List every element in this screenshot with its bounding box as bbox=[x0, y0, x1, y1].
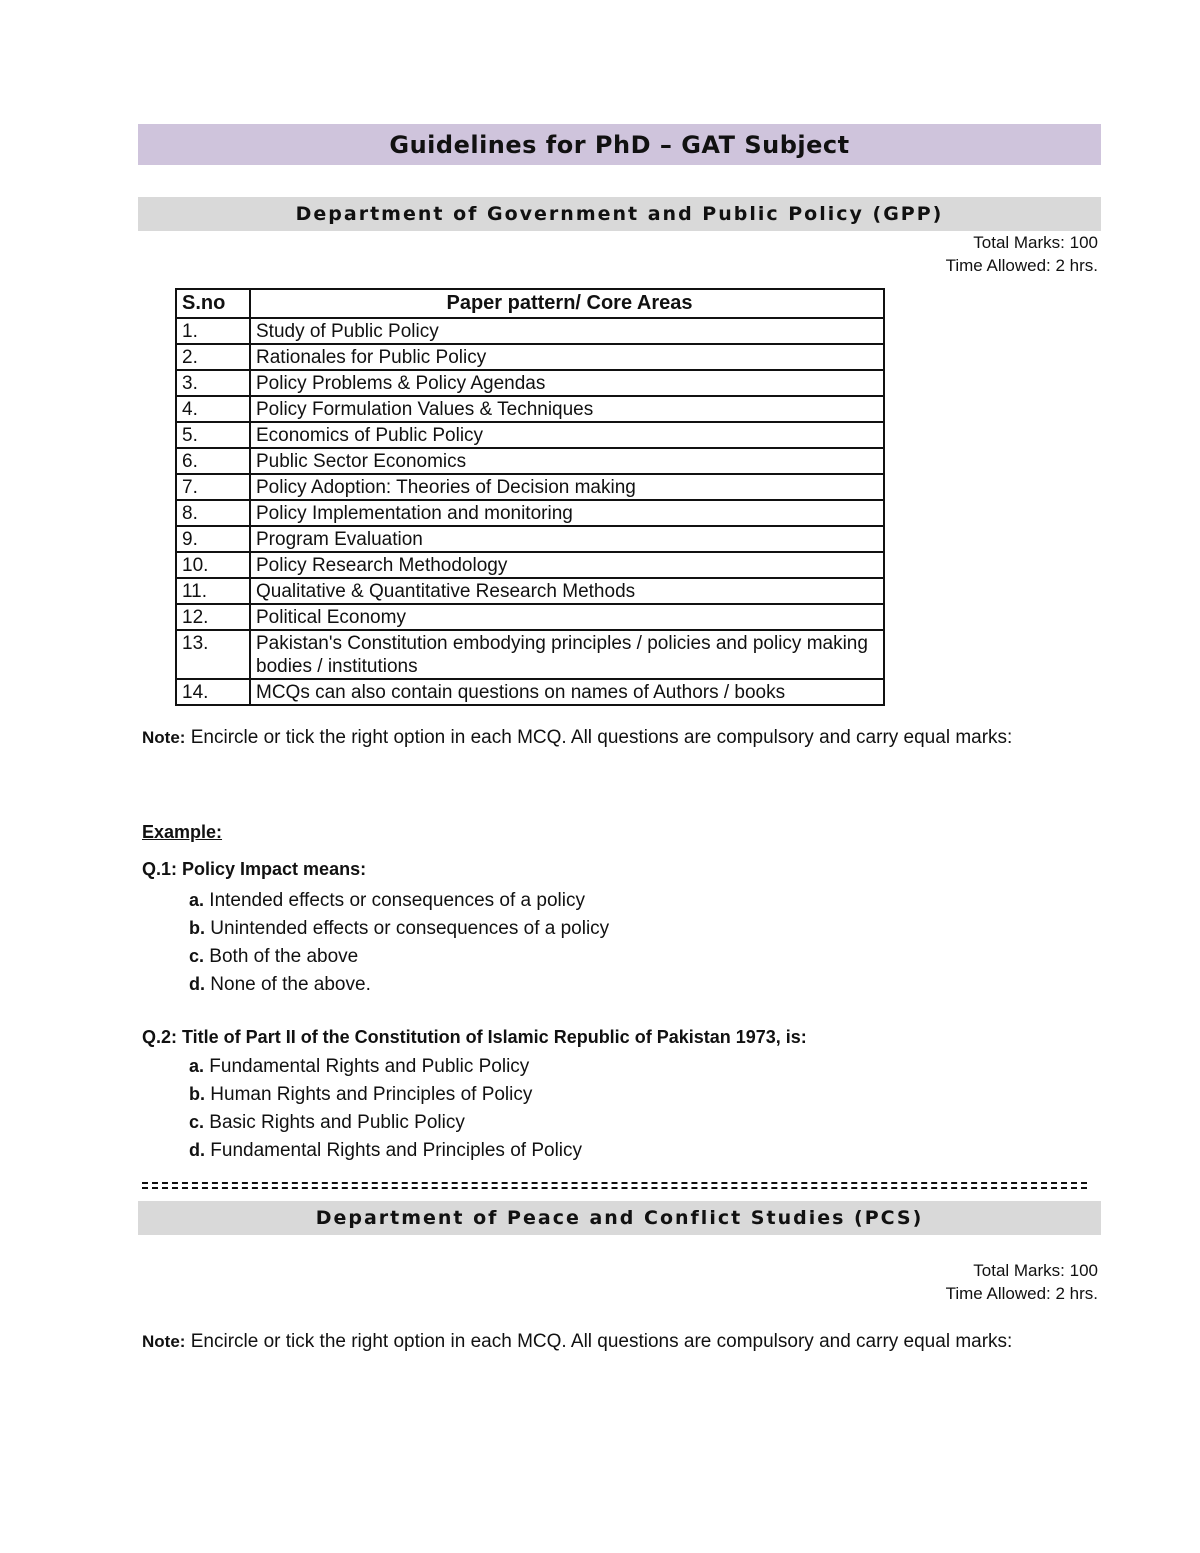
option-letter: d. bbox=[189, 1140, 205, 1160]
pcs-time-allowed: Time Allowed: 2 hrs. bbox=[945, 1284, 1098, 1303]
gpp-time-allowed: Time Allowed: 2 hrs. bbox=[945, 256, 1098, 275]
option-letter: c. bbox=[189, 946, 205, 966]
row-number: 8. bbox=[176, 500, 250, 526]
question-1: Q.1: Policy Impact means: bbox=[142, 859, 367, 879]
core-area-cell: Study of Public Policy bbox=[250, 318, 884, 344]
option-letter: b. bbox=[189, 918, 205, 938]
table-row bbox=[176, 630, 884, 679]
option-text: Unintended effects or consequences of a policy bbox=[205, 918, 610, 939]
pcs-total-marks: Total Marks: 100 bbox=[973, 1261, 1098, 1280]
table-header-row bbox=[176, 289, 884, 318]
row-number: 14. bbox=[176, 679, 250, 705]
option-letter: a. bbox=[189, 890, 205, 910]
option-a bbox=[189, 1052, 582, 1080]
row-number: 12. bbox=[176, 604, 250, 630]
option-letter: d. bbox=[189, 974, 205, 994]
example-label: Example: bbox=[142, 822, 223, 842]
option-text: Basic Rights and Public Policy bbox=[204, 1112, 465, 1133]
table-row bbox=[176, 679, 884, 705]
option-text: Fundamental Rights and Principles of Policy bbox=[205, 1140, 583, 1161]
gpp-note bbox=[142, 725, 1092, 751]
row-number: 1. bbox=[176, 318, 250, 344]
note-text: Encircle or tick the right option in each MCQ. All questions are compulsory and carry equal marks: bbox=[185, 727, 1013, 748]
option-letter: b. bbox=[189, 1084, 205, 1104]
table-row bbox=[176, 422, 884, 448]
core-area-cell: Program Evaluation bbox=[250, 526, 884, 552]
option-b bbox=[189, 914, 609, 942]
option-d bbox=[189, 1136, 582, 1164]
gpp-marks-info bbox=[946, 231, 1098, 277]
table-row bbox=[176, 604, 884, 630]
row-number: 13. bbox=[176, 630, 250, 679]
page-title: Guidelines for PhD – GAT Subject bbox=[138, 124, 1101, 165]
column-header-core-areas: Paper pattern/ Core Areas bbox=[250, 289, 884, 318]
pcs-note bbox=[142, 1329, 1092, 1355]
core-area-cell: Policy Adoption: Theories of Decision making bbox=[250, 474, 884, 500]
option-b bbox=[189, 1080, 582, 1108]
row-number: 11. bbox=[176, 578, 250, 604]
option-c bbox=[189, 942, 609, 970]
pcs-marks-info bbox=[946, 1259, 1098, 1305]
option-text: Human Rights and Principles of Policy bbox=[205, 1084, 533, 1105]
core-areas-table bbox=[175, 288, 885, 706]
option-text: Intended effects or consequences of a policy bbox=[204, 890, 585, 911]
row-number: 5. bbox=[176, 422, 250, 448]
option-letter: a. bbox=[189, 1056, 205, 1076]
row-number: 6. bbox=[176, 448, 250, 474]
table-row bbox=[176, 370, 884, 396]
core-area-cell: Policy Formulation Values & Techniques bbox=[250, 396, 884, 422]
core-area-cell: Economics of Public Policy bbox=[250, 422, 884, 448]
core-area-cell: Policy Problems & Policy Agendas bbox=[250, 370, 884, 396]
core-area-cell: Public Sector Economics bbox=[250, 448, 884, 474]
core-area-cell: Rationales for Public Policy bbox=[250, 344, 884, 370]
row-number: 2. bbox=[176, 344, 250, 370]
option-c bbox=[189, 1108, 582, 1136]
row-number: 7. bbox=[176, 474, 250, 500]
gpp-department-heading: Department of Government and Public Policy (GPP) bbox=[138, 197, 1101, 231]
core-area-cell: Qualitative & Quantitative Research Methods bbox=[250, 578, 884, 604]
core-area-cell: Political Economy bbox=[250, 604, 884, 630]
table-row bbox=[176, 500, 884, 526]
option-text: Both of the above bbox=[204, 946, 359, 967]
row-number: 10. bbox=[176, 552, 250, 578]
option-letter: c. bbox=[189, 1112, 205, 1132]
question-2: Q.2: Title of Part II of the Constitution of Islamic Republic of Pakistan 1973, is: bbox=[142, 1027, 807, 1047]
row-number: 4. bbox=[176, 396, 250, 422]
table-row bbox=[176, 344, 884, 370]
question-2-options bbox=[189, 1052, 582, 1164]
core-area-cell: Policy Implementation and monitoring bbox=[250, 500, 884, 526]
table-row bbox=[176, 474, 884, 500]
core-area-cell: Policy Research Methodology bbox=[250, 552, 884, 578]
question-1-options bbox=[189, 886, 609, 998]
table-row bbox=[176, 448, 884, 474]
option-text: None of the above. bbox=[205, 974, 371, 995]
column-header-sno: S.no bbox=[176, 289, 250, 318]
option-text: Fundamental Rights and Public Policy bbox=[204, 1056, 530, 1077]
table-row bbox=[176, 526, 884, 552]
table-row bbox=[176, 578, 884, 604]
core-area-cell: Pakistan's Constitution embodying principles / policies and policy making bodies / institutions bbox=[250, 630, 884, 679]
table-row bbox=[176, 318, 884, 344]
row-number: 3. bbox=[176, 370, 250, 396]
note-text: Encircle or tick the right option in each MCQ. All questions are compulsory and carry equal marks: bbox=[185, 1331, 1013, 1352]
core-area-cell: MCQs can also contain questions on names of Authors / books bbox=[250, 679, 884, 705]
pcs-department-heading: Department of Peace and Conflict Studies (PCS) bbox=[138, 1201, 1101, 1235]
core-areas-body bbox=[176, 318, 884, 705]
row-number: 9. bbox=[176, 526, 250, 552]
table-row bbox=[176, 552, 884, 578]
note-label: Note: bbox=[142, 1332, 186, 1351]
option-d bbox=[189, 970, 609, 998]
gpp-total-marks: Total Marks: 100 bbox=[973, 233, 1098, 252]
table-row bbox=[176, 396, 884, 422]
section-divider bbox=[142, 1182, 1087, 1189]
option-a bbox=[189, 886, 609, 914]
note-label: Note: bbox=[142, 728, 186, 747]
